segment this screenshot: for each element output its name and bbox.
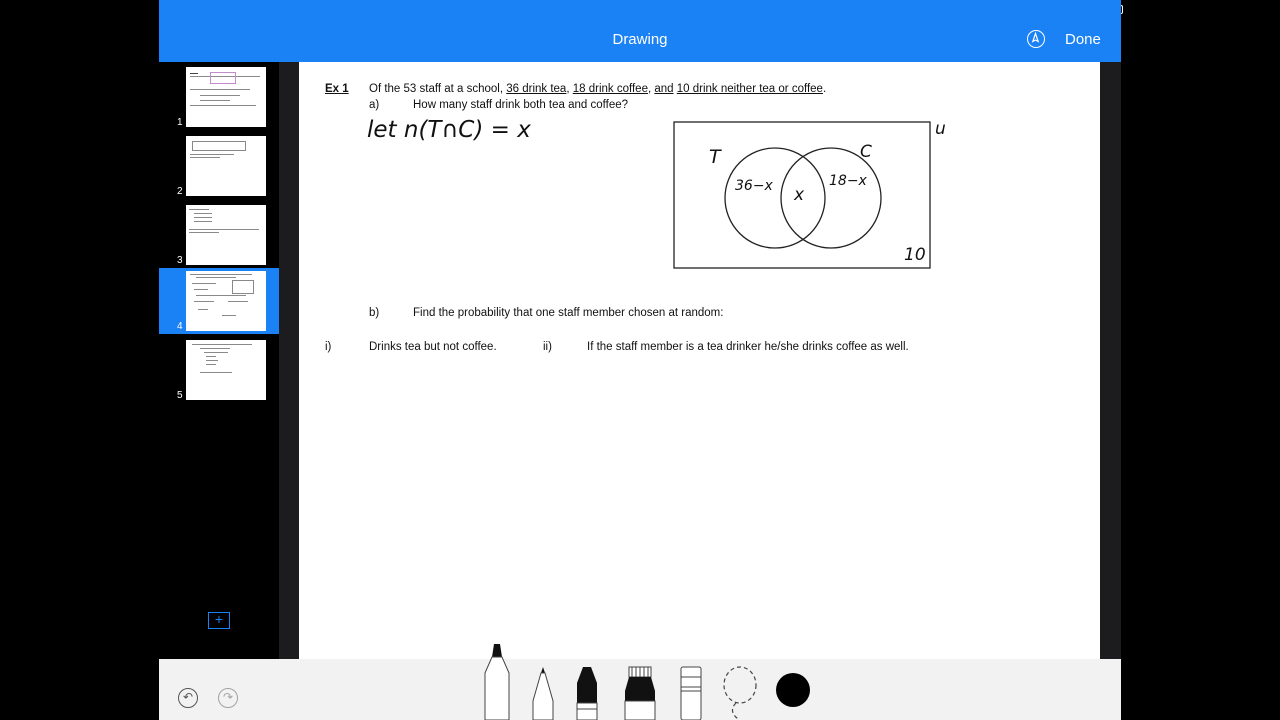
undo-icon[interactable]: ↶ xyxy=(178,688,198,708)
coffee-set-label: C xyxy=(860,142,872,162)
page-title: Drawing xyxy=(612,31,668,48)
thumbnail-preview xyxy=(186,205,266,265)
part-ii-label: ii) xyxy=(543,341,552,353)
color-picker-swatch[interactable] xyxy=(776,673,810,707)
thumbnail-number: 1 xyxy=(177,117,183,128)
marker-tool-icon[interactable] xyxy=(482,641,512,720)
part-i-question: Drinks tea but not coffee. xyxy=(369,341,497,353)
page-thumbnail-4[interactable] xyxy=(159,268,279,334)
thumbnail-preview xyxy=(186,271,266,331)
page-thumbnail-2[interactable] xyxy=(159,133,279,199)
thumbnail-number: 5 xyxy=(177,390,183,401)
part-b-question: Find the probability that one staff member chosen at random: xyxy=(413,307,724,319)
canvas-gutter-left xyxy=(279,62,299,659)
exercise-label: Ex 1 xyxy=(325,83,349,95)
paint-tube-tool-icon[interactable] xyxy=(622,665,658,720)
neither-region-value: 10 xyxy=(904,245,926,265)
coffee-only-region-value: 18−x xyxy=(829,173,867,189)
page-thumbnail-5[interactable] xyxy=(159,337,279,403)
navigation-bar xyxy=(159,0,1121,62)
part-i-label: i) xyxy=(325,341,332,353)
thumbnail-preview xyxy=(186,67,266,127)
page-thumbnail-sidebar xyxy=(159,62,279,659)
document-canvas[interactable] xyxy=(299,62,1100,659)
tea-only-region-value: 36−x xyxy=(735,178,773,194)
markup-pen-circle-icon[interactable] xyxy=(1027,30,1045,48)
thumbnail-number: 4 xyxy=(177,321,183,332)
part-ii-question: If the staff member is a tea drinker he/she drinks coffee as well. xyxy=(587,341,909,353)
part-a-label: a) xyxy=(369,99,380,111)
eraser-tool-icon[interactable] xyxy=(677,665,705,720)
tea-set-circle xyxy=(725,148,825,248)
thumbnail-number: 3 xyxy=(177,255,183,266)
tea-set-label: T xyxy=(709,146,721,168)
question-intro: Of the 53 staff at a school, 36 drink tea, 18 drink coffee, and 10 drink neither tea or coffee. xyxy=(369,83,827,95)
handwritten-let-statement: let n(T∩C) = x xyxy=(367,117,531,143)
pencil-tool-icon[interactable] xyxy=(530,665,556,720)
canvas-gutter-right xyxy=(1100,62,1121,659)
intersection-region-value: x xyxy=(794,185,805,205)
universal-set-label: u xyxy=(935,119,946,139)
done-button[interactable]: Done xyxy=(1065,31,1101,48)
thumbnail-number: 2 xyxy=(177,186,183,197)
thumbnail-preview xyxy=(186,136,266,196)
thumbnail-preview xyxy=(186,340,266,400)
page-thumbnail-3[interactable] xyxy=(159,202,279,268)
page-thumbnail-1[interactable] xyxy=(159,64,279,130)
part-a-question: How many staff drink both tea and coffee? xyxy=(413,99,629,111)
lasso-tool-icon[interactable] xyxy=(718,663,762,720)
add-page-button[interactable]: + xyxy=(208,612,230,629)
part-b-label: b) xyxy=(369,307,380,319)
crayon-tool-icon[interactable] xyxy=(573,665,601,720)
redo-icon[interactable]: ↷ xyxy=(218,688,238,708)
